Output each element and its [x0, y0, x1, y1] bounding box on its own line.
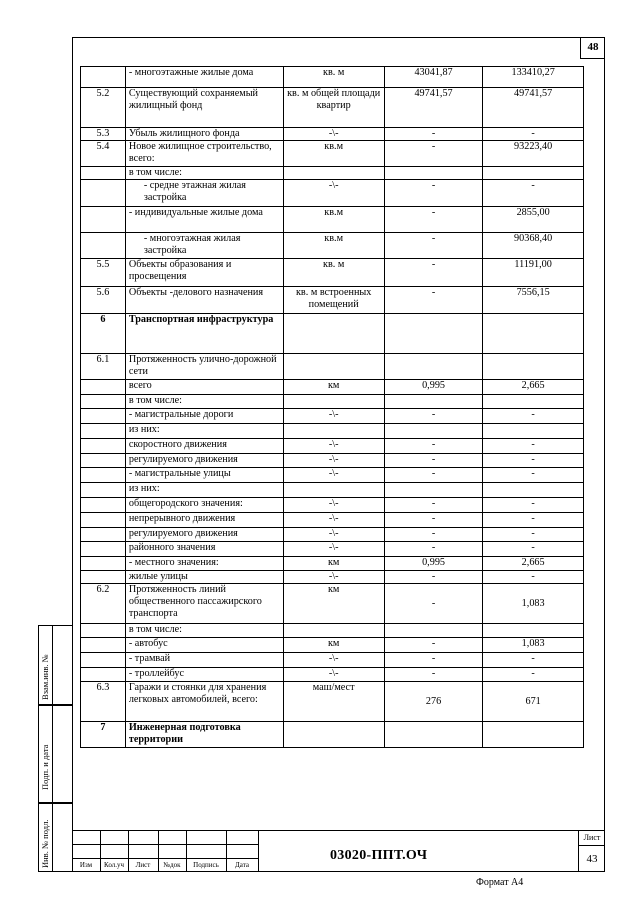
row-value-planned [483, 424, 584, 439]
row-unit: -\- [283, 180, 384, 207]
row-unit: -\- [283, 528, 384, 542]
side-divider [52, 625, 53, 872]
row-number [81, 668, 126, 682]
tb-header-list: Лист [135, 861, 151, 869]
row-name: районного значения [125, 542, 283, 557]
row-value-planned [483, 395, 584, 409]
row-value-existing: - [384, 638, 482, 653]
row-number [81, 468, 126, 483]
row-number [81, 207, 126, 233]
row-name: Протяженность линий общественного пассажирского транспорта [125, 584, 283, 624]
row-value-existing [384, 722, 482, 748]
row-name: Убыль жилищного фонда [125, 128, 283, 141]
row-value-existing: - [384, 542, 482, 557]
row-unit: -\- [283, 653, 384, 668]
row-number [81, 439, 126, 454]
row-value-existing: - [384, 513, 482, 528]
row-number [81, 167, 126, 180]
row-number [81, 624, 126, 638]
row-number [81, 653, 126, 668]
row-value-existing: - [384, 439, 482, 454]
row-number: 5.4 [81, 141, 126, 167]
row-name: из них: [125, 483, 283, 498]
table-row [81, 128, 584, 141]
row-value-existing: - [384, 128, 482, 141]
row-number [81, 571, 126, 584]
row-value-planned [483, 167, 584, 180]
row-number [81, 513, 126, 528]
row-unit: кв. м встроенных помещений [283, 287, 384, 314]
table-row [81, 287, 584, 314]
row-value-existing: - [384, 454, 482, 468]
row-value-existing [384, 483, 482, 498]
table-row [81, 498, 584, 513]
row-number: 5.3 [81, 128, 126, 141]
row-value-existing [384, 424, 482, 439]
row-unit: -\- [283, 468, 384, 483]
tb-line [72, 858, 258, 859]
row-value-existing [384, 395, 482, 409]
table-row [81, 259, 584, 287]
row-value-existing: 49741,57 [384, 88, 482, 128]
table-row [81, 682, 584, 722]
row-name: жилые улицы [125, 571, 283, 584]
table-row [81, 354, 584, 380]
row-number [81, 454, 126, 468]
row-value-planned: - [483, 513, 584, 528]
row-number: 6.1 [81, 354, 126, 380]
sheet-label: Лист [583, 833, 601, 842]
row-value-existing [384, 354, 482, 380]
row-value-planned: - [483, 571, 584, 584]
row-value-existing: - [384, 528, 482, 542]
page-number-box: 48 [580, 37, 605, 59]
row-unit: кв.м [283, 233, 384, 259]
row-unit: кв. м общей площади квартир [283, 88, 384, 128]
table-row [81, 571, 584, 584]
row-value-planned: 133410,27 [483, 67, 584, 88]
row-name: - многоэтажные жилые дома [125, 67, 283, 88]
tb-line [72, 844, 258, 845]
row-value-planned: 1,083 [483, 638, 584, 653]
row-value-planned: 90368,40 [483, 233, 584, 259]
row-number [81, 67, 126, 88]
tb-line [258, 830, 259, 872]
row-number: 7 [81, 722, 126, 748]
row-value-planned: - [483, 653, 584, 668]
row-unit: -\- [283, 513, 384, 528]
row-name: Новое жилищное строительство, всего: [125, 141, 283, 167]
row-value-planned: 671 [483, 682, 584, 722]
row-unit [283, 624, 384, 638]
indicators-table [80, 66, 584, 748]
row-name: скоростного движения [125, 439, 283, 454]
row-name: - троллейбус [125, 668, 283, 682]
format-label: Формат А4 [476, 877, 524, 888]
row-name: регулируемого движения [125, 454, 283, 468]
row-number [81, 424, 126, 439]
tb-line [578, 845, 605, 846]
table-row [81, 233, 584, 259]
row-number [81, 395, 126, 409]
row-number [81, 409, 126, 424]
row-number [81, 557, 126, 571]
tb-header-data: Дата [235, 861, 249, 869]
row-value-planned [483, 722, 584, 748]
tb-header-ndok: №док [163, 861, 181, 869]
row-value-existing: - [384, 233, 482, 259]
row-value-planned: - [483, 498, 584, 513]
row-value-existing: 0,995 [384, 557, 482, 571]
row-value-planned: - [483, 468, 584, 483]
row-unit: кв. м [283, 259, 384, 287]
row-value-existing [384, 624, 482, 638]
table-row [81, 167, 584, 180]
table-row [81, 624, 584, 638]
row-number [81, 380, 126, 395]
row-name: всего [125, 380, 283, 395]
row-name: - местного значения: [125, 557, 283, 571]
row-unit [283, 395, 384, 409]
row-value-planned: 93223,40 [483, 141, 584, 167]
table-row [81, 468, 584, 483]
row-unit: км [283, 380, 384, 395]
row-unit: -\- [283, 454, 384, 468]
table-row [81, 722, 584, 748]
row-value-existing: - [384, 180, 482, 207]
row-value-existing: - [384, 468, 482, 483]
row-value-planned: 2855,00 [483, 207, 584, 233]
row-unit [283, 424, 384, 439]
table-row [81, 380, 584, 395]
row-value-planned: 7556,15 [483, 287, 584, 314]
row-value-planned: 11191,00 [483, 259, 584, 287]
row-number: 5.2 [81, 88, 126, 128]
row-number [81, 180, 126, 207]
row-name: непрерывного движения [125, 513, 283, 528]
row-unit [283, 722, 384, 748]
row-number [81, 638, 126, 653]
row-unit [283, 167, 384, 180]
row-name: в том числе: [125, 395, 283, 409]
row-number [81, 542, 126, 557]
row-value-planned [483, 354, 584, 380]
row-value-existing: - [384, 409, 482, 424]
row-name: - трамвай [125, 653, 283, 668]
row-number: 6.3 [81, 682, 126, 722]
row-value-planned: - [483, 542, 584, 557]
row-name: в том числе: [125, 624, 283, 638]
row-name: из них: [125, 424, 283, 439]
side-label-inv: Инв. № подл. [40, 819, 50, 868]
row-unit: маш/мест [283, 682, 384, 722]
row-unit: км [283, 557, 384, 571]
tb-header-podpis: Подпись [193, 861, 219, 869]
row-name: - автобус [125, 638, 283, 653]
row-name: Объекты -делового назначения [125, 287, 283, 314]
row-value-existing: 43041,87 [384, 67, 482, 88]
table-row [81, 180, 584, 207]
table-row [81, 141, 584, 167]
row-name: Объекты образования и просвещения [125, 259, 283, 287]
row-name: Гаражи и стоянки для хранения легковых автомобилей, всего: [125, 682, 283, 722]
table-row [81, 513, 584, 528]
row-name: - индивидуальные жилые дома [125, 207, 283, 233]
row-number: 6.2 [81, 584, 126, 624]
row-value-existing: - [384, 287, 482, 314]
table-row [81, 528, 584, 542]
row-unit: -\- [283, 128, 384, 141]
row-value-planned: - [483, 454, 584, 468]
row-unit: -\- [283, 571, 384, 584]
table-row [81, 439, 584, 454]
table-row [81, 207, 584, 233]
row-value-planned [483, 314, 584, 354]
row-number: 5.6 [81, 287, 126, 314]
row-name: общегородского значения: [125, 498, 283, 513]
row-unit: кв.м [283, 141, 384, 167]
table-row [81, 483, 584, 498]
row-unit [283, 483, 384, 498]
row-name: в том числе: [125, 167, 283, 180]
row-name: Существующий сохраняемый жилищный фонд [125, 88, 283, 128]
row-value-planned: - [483, 528, 584, 542]
row-unit: -\- [283, 439, 384, 454]
row-name: Протяженность улично-дорожной сети [125, 354, 283, 380]
document-code: 03020-ППТ.ОЧ [330, 848, 428, 863]
row-value-existing: - [384, 571, 482, 584]
row-number: 6 [81, 314, 126, 354]
row-value-planned: - [483, 128, 584, 141]
table-row [81, 88, 584, 128]
row-unit [283, 354, 384, 380]
row-name: - магистральные улицы [125, 468, 283, 483]
row-value-planned: - [483, 668, 584, 682]
table-row [81, 584, 584, 624]
row-unit [283, 314, 384, 354]
row-value-existing: - [384, 498, 482, 513]
row-name: регулируемого движения [125, 528, 283, 542]
sheet-number: 43 [586, 853, 598, 865]
row-number: 5.5 [81, 259, 126, 287]
table-row [81, 454, 584, 468]
row-unit: -\- [283, 498, 384, 513]
row-name: - магистральные дороги [125, 409, 283, 424]
row-value-planned [483, 624, 584, 638]
side-label-podp: Подп. и дата [40, 744, 50, 790]
row-value-existing: 0,995 [384, 380, 482, 395]
table-row [81, 557, 584, 571]
row-value-existing [384, 167, 482, 180]
table-row [81, 542, 584, 557]
row-value-existing: - [384, 141, 482, 167]
row-value-planned: 49741,57 [483, 88, 584, 128]
row-name: - многоэтажная жилая застройка [125, 233, 283, 259]
row-unit: -\- [283, 542, 384, 557]
table-row [81, 314, 584, 354]
row-name: - средне этажная жилая застройка [125, 180, 283, 207]
row-value-existing: - [384, 584, 482, 624]
row-value-planned: 2,665 [483, 557, 584, 571]
row-value-existing: 276 [384, 682, 482, 722]
row-value-existing: - [384, 207, 482, 233]
table-row [81, 409, 584, 424]
row-unit: км [283, 638, 384, 653]
row-value-planned: 2,665 [483, 380, 584, 395]
row-unit: кв. м [283, 67, 384, 88]
row-value-planned [483, 483, 584, 498]
row-unit: кв.м [283, 207, 384, 233]
row-unit: км [283, 584, 384, 624]
row-name: Инженерная подготовка территории [125, 722, 283, 748]
tb-header-izm: Изм [79, 861, 93, 869]
row-name: Транспортная инфраструктура [125, 314, 283, 354]
side-label-vzam: Взам.инв. № [40, 654, 50, 700]
row-value-existing [384, 314, 482, 354]
tb-header-kolvo: Кол.уч [104, 861, 124, 869]
row-number [81, 233, 126, 259]
row-value-existing: - [384, 668, 482, 682]
row-number [81, 483, 126, 498]
row-value-existing: - [384, 259, 482, 287]
tb-line [578, 830, 579, 872]
table-row [81, 653, 584, 668]
row-value-planned: - [483, 409, 584, 424]
table-row [81, 395, 584, 409]
row-value-planned: - [483, 439, 584, 454]
row-value-planned: 1,083 [483, 584, 584, 624]
row-value-existing: - [384, 653, 482, 668]
row-value-planned: - [483, 180, 584, 207]
table-row [81, 67, 584, 88]
row-number [81, 498, 126, 513]
table-row [81, 424, 584, 439]
table-row [81, 638, 584, 653]
table-row [81, 668, 584, 682]
row-unit: -\- [283, 668, 384, 682]
row-unit: -\- [283, 409, 384, 424]
row-number [81, 528, 126, 542]
